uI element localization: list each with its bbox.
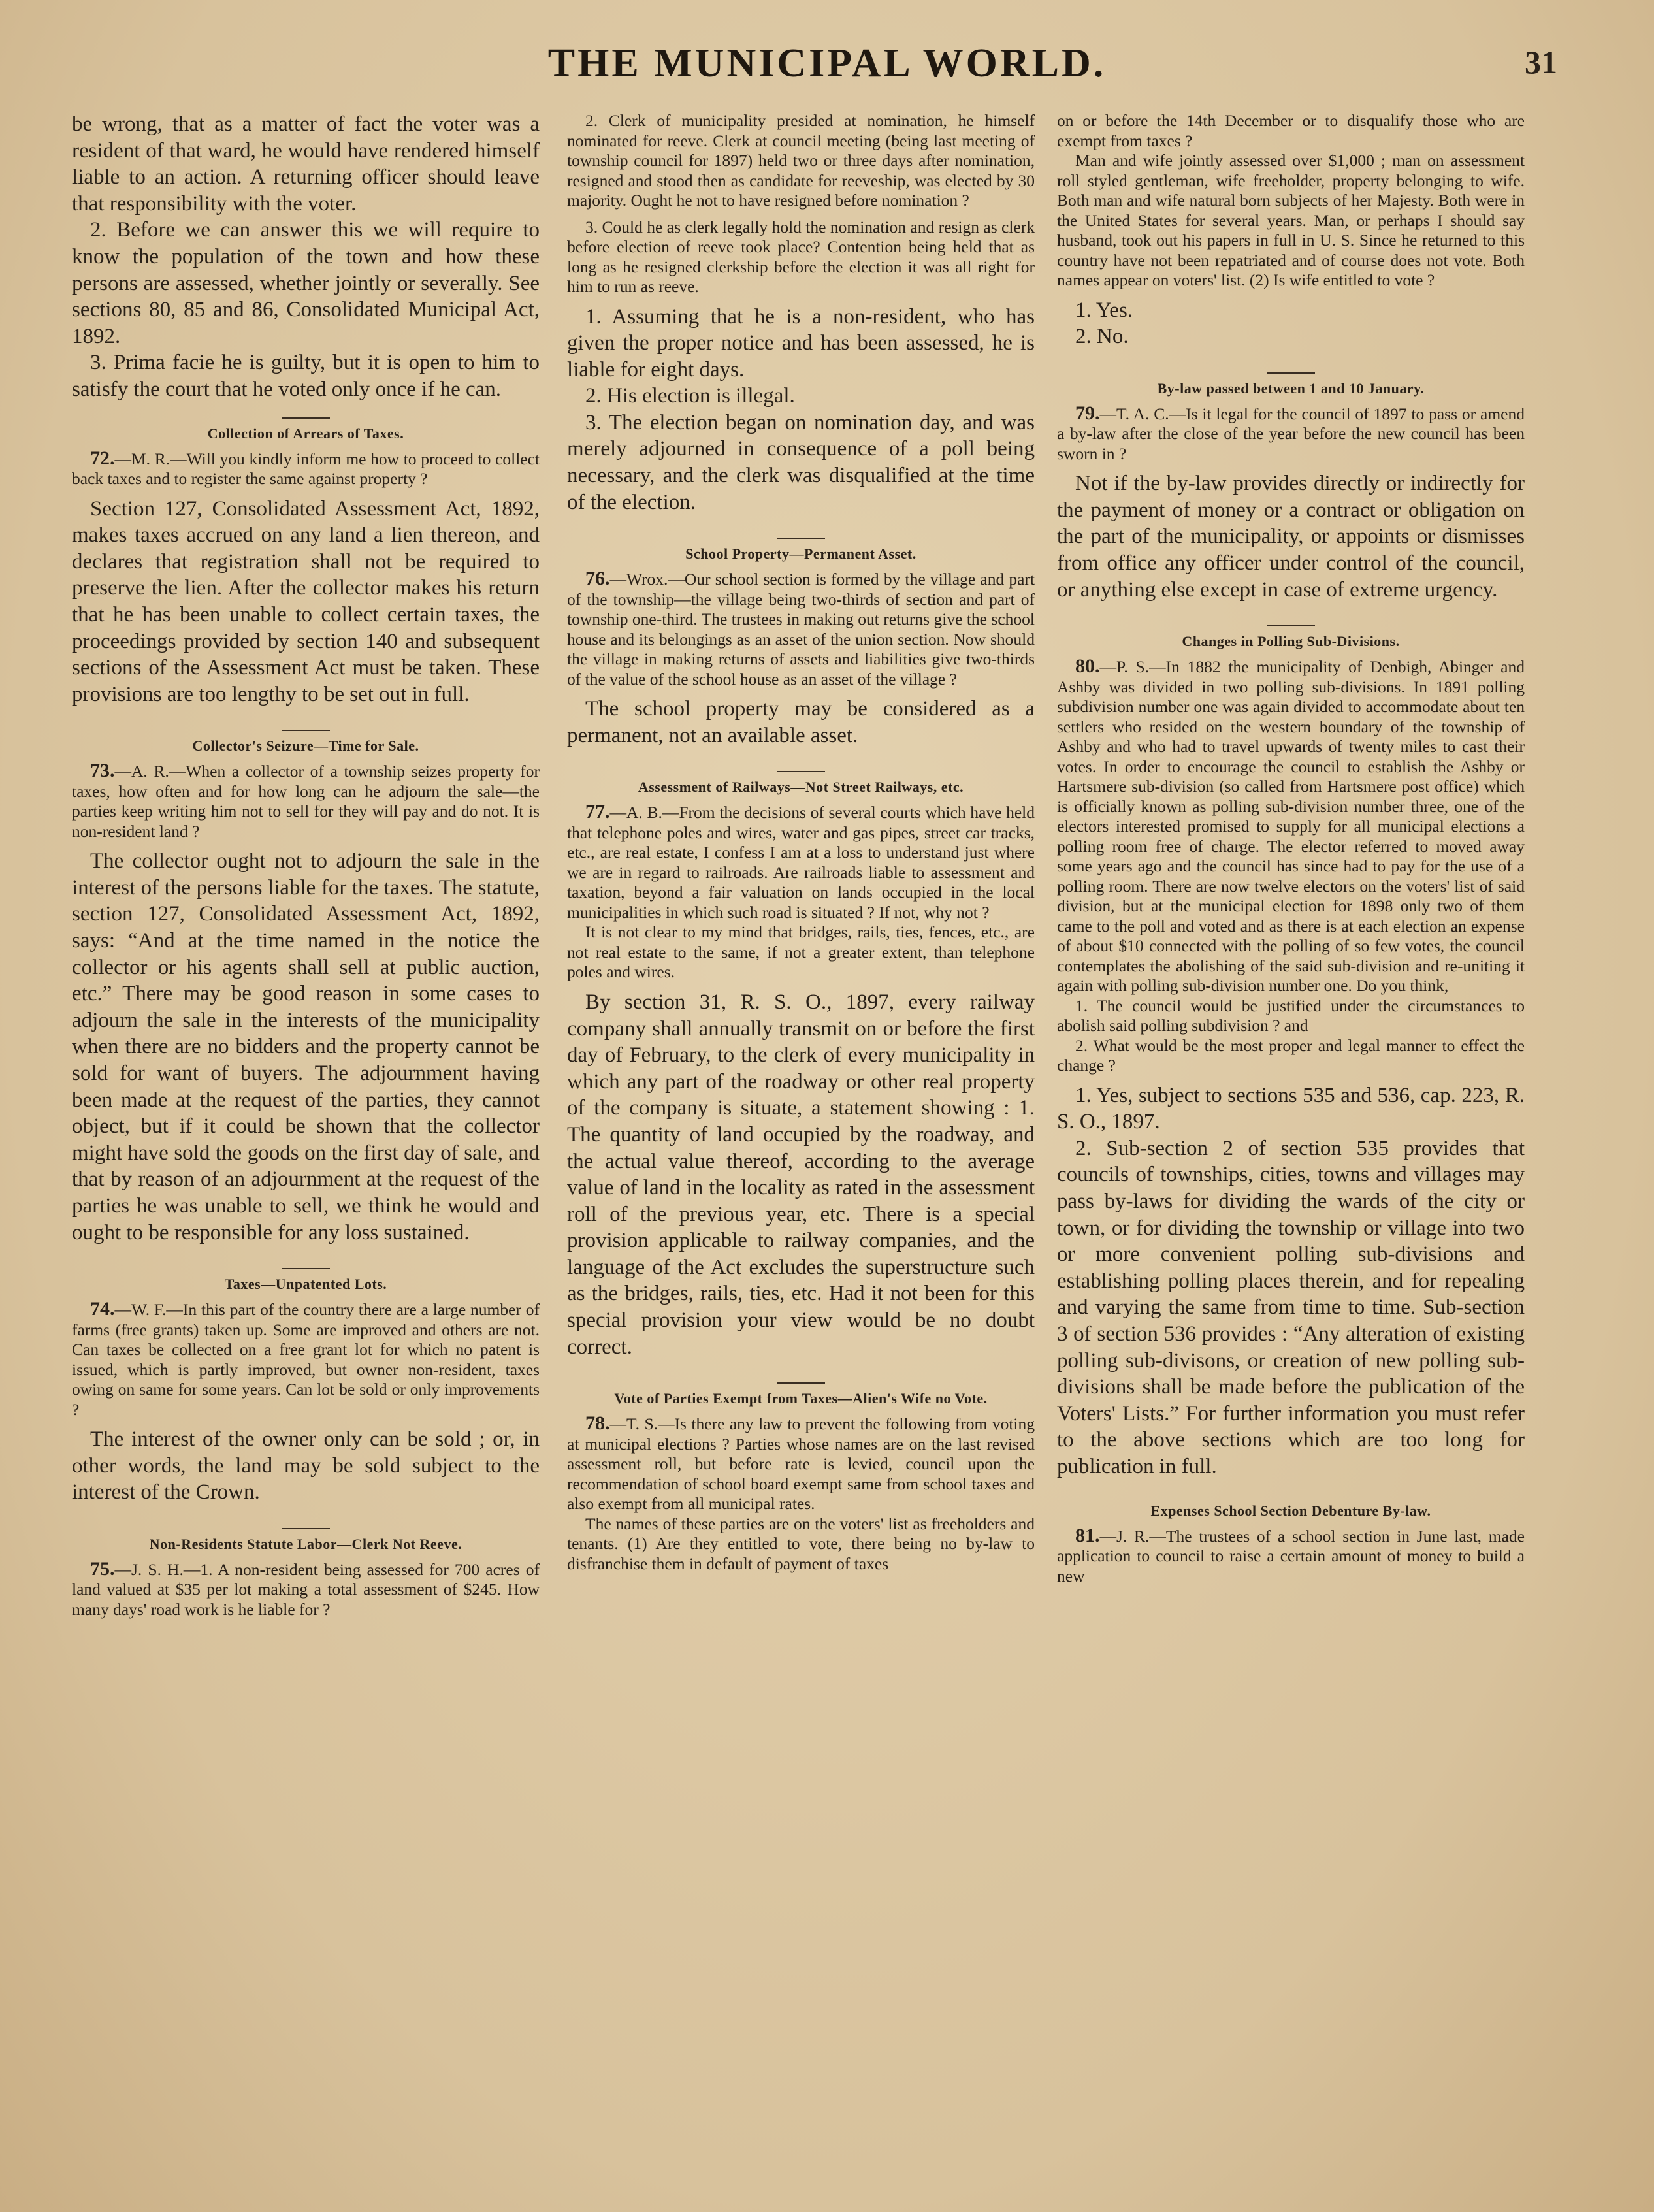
answer-paragraph: The collector ought not to adjourn the sale in the interest of the persons liable for the taxes. The statute, section 127, Consolidated Assessment Act, 1892, says: “And at the time named in the notice the collector or his agents shall sell at public auction, etc.” There may be good reason in some cases to adjourn the sale in the interests of the municipality when there are no bidders and the property cannot be sold for want of buyers. The adjournment having been made at the request of the parties, they cannot object, but if it could be shown that the collector might have sold the goods on the first day of sale, and that by reason of an adjournment at the request of the parties he was unable to sell, we think he would and ought to be responsible for any loss sustained. <box>72 849 540 1244</box>
answer-paragraph: 3. Prima facie he is guilty, but it is open to him to satisfy the court that he voted only once if he can. <box>72 351 540 401</box>
section-heading: Assessment of Railways—Not Street Railways, etc. <box>638 779 964 796</box>
page-number: 31 <box>1525 44 1557 80</box>
question-number: 76. <box>585 568 610 590</box>
section-heading: School Property—Permanent Asset. <box>685 545 916 562</box>
question-paragraph: 77.—A. B.—From the decisions of several courts which have held that telephone poles and wires, water and gas pipes, street car tracks, etc., are real estate, I confess I am at a loss to understand just where we are in regard to railroads. Are railroads liable to assessment and taxation, beyond a fair valuation on lands occupied in the local municipalities in which such road is situated ? If not, why not ? <box>567 801 1035 922</box>
question-number: 80. <box>1075 655 1100 677</box>
answer-paragraph: be wrong, that as a matter of fact the voter was a resident of that ward, he would have rendered himself liable to an action. A returning officer should leave that responsibility with the voter. <box>72 112 540 216</box>
section-heading: Collection of Arrears of Taxes. <box>207 425 404 442</box>
answer-paragraph: By section 31, R. S. O., 1897, every railway company shall annually transmit on or before the first day of February, to the clerk of every municipality in which any part of the roadway or other real property of the company is situate, a statement showing : 1. The quantity of land occupied by the roadway, and the actual value thereof, according to the average value of land in the locality as rated in the assessment roll of the previous year, etc. There is a special provision applicable to railway companies, and the language of the Act excludes the superstructure such as the bridges, rails, ties, etc. Had it not been for this special provision your view would be no doubt correct. <box>567 990 1035 1359</box>
question-paragraph: 2. Clerk of municipality presided at nomination, he himself nominated for reeve. Clerk at council meeting (being last meeting of township council for 1897) held two or three days after nomination, resigned and stood then as candidate for reeveship, was elected by 30 majority. Ought he not to have resigned before nomination ? <box>567 111 1035 210</box>
column-1 <box>72 111 540 2202</box>
question-paragraph: 78.—T. S.—Is there any law to prevent the following from voting at municipal elections ? Parties whose names are on the last revised assessment roll, but before rate is levied, council upon the recommendation of school board exempt same from school taxes and also exempt from all municipal rates. <box>567 1412 1035 1514</box>
column-2 <box>567 111 1035 2202</box>
answer-paragraph: 1. Assuming that he is a non-resident, who has given the proper notice and has been assessed, he is liable for eight days. <box>567 304 1035 382</box>
question-number: 73. <box>90 760 115 782</box>
answer-paragraph: The school property may be considered as a permanent, not an available asset. <box>567 697 1035 747</box>
section-heading: Vote of Parties Exempt from Taxes—Alien's Wife no Vote. <box>614 1390 988 1407</box>
question-paragraph: 80.—P. S.—In 1882 the municipality of Denbigh, Abinger and Ashby was divided in two polling sub-divisions. In 1891 polling subdivision number one was again divided to accommodate about ten settlers who resided on the western boundary of the township of Ashby and who had to travel upwards of twenty miles to cast their votes. In order to encourage the council to establish the Ashby or Hartsmere sub-division (so called from Hartsmere post office) which is officially known as polling sub-division number three, one of the electors interested promised to supply for all municipal elections a polling room free of charge. The elector referred to moved away some years ago and the council has since had to pay for the use of a polling room. There are now twelve electors on the voters' list of said division, but at the municipal election for 1898 only two of them came to the poll and voted and as there is at each election an expense of about $10 connected with the polling of so few votes, the council contemplates the abolishing of the said sub-division and re-uniting it again with polling sub-division number one. Do you think, <box>1057 655 1525 996</box>
question-paragraph: 72.—M. R.—Will you kindly inform me how to proceed to collect back taxes and to register the same against property ? <box>72 447 540 489</box>
question-number: 78. <box>585 1412 610 1435</box>
question-paragraph: 2. What would be the most proper and legal manner to effect the change ? <box>1057 1035 1525 1075</box>
section-heading: By-law passed between 1 and 10 January. <box>1157 380 1425 397</box>
question-paragraph: on or before the 14th December or to disqualify those who are exempt from taxes ? <box>1057 111 1525 150</box>
answer-paragraph: Not if the by-law provides directly or indirectly for the payment of money or a contract or obligation on the part of the municipality, or appoints or dismisses from office any officer under control of the council, or anything else except in case of extreme urgency. <box>1057 472 1525 602</box>
answer-paragraph: 2. His election is illegal. <box>585 384 795 408</box>
question-paragraph: 74.—W. F.—In this part of the country there are a large number of farms (free grants) taken up. Some are improved and others are not. Can taxes be collected on a free grant lot for which no patent is issued, which is partly improved, but owner non-resident, taxes owing on same for some years. Can lot be sold or only improvements ? <box>72 1298 540 1419</box>
question-number: 79. <box>1075 402 1100 424</box>
question-number: 75. <box>90 1557 115 1580</box>
answer-paragraph: 2. Before we can answer this we will require to know the population of the town and how these persons are assessed, whether jointly or severally. See sections 80, 85 and 86, Consolidated Municipal Act, 1892. <box>72 218 540 348</box>
question-paragraph: The names of these parties are on the voters' list as freeholders and tenants. (1) Are they entitled to vote, there being no by-law to disfranchise them in default of payment of taxes <box>567 1514 1035 1573</box>
section-heading: Non-Residents Statute Labor—Clerk Not Reeve. <box>149 1535 462 1552</box>
answer-paragraph: 1. Yes, subject to sections 535 and 536, cap. 223, R. S. O., 1897. <box>1057 1083 1525 1134</box>
question-paragraph: It is not clear to my mind that bridges, rails, ties, fences, etc., are not real estate to the same, if not a greater extent, than telephone poles and wires. <box>567 922 1035 982</box>
answer-paragraph: 2. Sub-section 2 of section 535 provides that councils of townships, cities, towns and villages may pass by-laws for dividing the wards of the city or town, or for dividing the township or village into two or more convenient polling sub-divisions and establishing polling places therein, and for repealing and varying the same from time to time. Sub-section 3 of section 536 provides : “Any alteration of existing polling sub-divisons, or creation of new polling sub-divisions shall be made before the publication of the Voters' Lists.” For further information you must refer to the above sections which are too long for publication in full. <box>1057 1136 1525 1478</box>
question-number: 81. <box>1075 1524 1100 1546</box>
column-3 <box>1057 111 1525 2202</box>
section-heading: Expenses School Section Debenture By-law. <box>1150 1502 1431 1519</box>
question-paragraph: 75.—J. S. H.—1. A non-resident being assessed for 700 acres of land valued at $35 per lot making a total assessment of $245. How many days' road work is he liable for ? <box>72 1557 540 1619</box>
section-heading: Collector's Seizure—Time for Sale. <box>192 738 419 755</box>
question-paragraph: 76.—Wrox.—Our school section is formed by the village and part of the township—the village being two-thirds of section and part of township one-third. The trustees in making out returns give the school house and its belongings as an asset of the union section. Now should the village in making returns of assets and liabilities give two-thirds of the value of the school house as an asset of the village ? <box>567 568 1035 689</box>
publication-title: THE MUNICIPAL WORLD. <box>547 41 1107 86</box>
section-heading: Changes in Polling Sub-Divisions. <box>1182 633 1400 650</box>
answer-paragraph: 1. Yes. <box>1075 298 1133 322</box>
question-paragraph: 73.—A. R.—When a collector of a township seizes property for taxes, how often and for how long can he adjourn the sale—the parties keep writing him not to sell for they will pay and do not. It is non-resident land ? <box>72 760 540 841</box>
question-paragraph: 1. The council would be justified under the circumstances to abolish said polling subdivision ? and <box>1057 996 1525 1035</box>
question-number: 74. <box>90 1298 115 1320</box>
question-paragraph: 3. Could he as clerk legally hold the nomination and resign as clerk before election of reeve took place? Contention being held that as long as he resigned clerkship before the election it was all right for him to run as reeve. <box>567 217 1035 296</box>
answer-paragraph: The interest of the owner only can be sold ; or, in other words, the land may be sold subject to the interest of the Crown. <box>72 1427 540 1504</box>
question-number: 72. <box>90 447 115 469</box>
answer-paragraph: 3. The election began on nomination day, and was merely adjourned in consequence of a poll being necessary, and the clerk was disqualified at the time of the election. <box>567 410 1035 514</box>
masthead <box>0 41 1654 99</box>
section-heading: Taxes—Unpatented Lots. <box>224 1276 387 1293</box>
answer-paragraph: Section 127, Consolidated Assessment Act, 1892, makes taxes accrued on any land a lien thereon, and declares that registration shall not be required to preserve the lien. After the collector makes his return that he has been unable to collect certain taxes, the proceedings provided by section 140 and subsequent sections of the Assessment Act must be taken. These provisions are too lengthy to be set out in full. <box>72 496 540 706</box>
question-paragraph: 81.—J. R.—The trustees of a school section in June last, made application to council to raise a certain amount of money to build a new <box>1057 1524 1525 1586</box>
question-number: 77. <box>585 801 610 823</box>
question-paragraph: Man and wife jointly assessed over $1,000 ; man on assessment roll styled gentleman, wife freeholder, property belonging to wife. Both man and wife natural born subjects of her Majesty. Both were in the United States for several years. Man, or perhaps I should say husband, took out his papers in full in U. S. Since he returned to this country have not been repatriated and of course does not vote. Both names appear on voters' list. (2) Is wife entitled to vote ? <box>1057 151 1525 289</box>
answer-paragraph: 2. No. <box>1075 325 1129 349</box>
question-paragraph: 79.—T. A. C.—Is it legal for the council of 1897 to pass or amend a by-law after the close of the year before the new council has been sworn in ? <box>1057 402 1525 463</box>
